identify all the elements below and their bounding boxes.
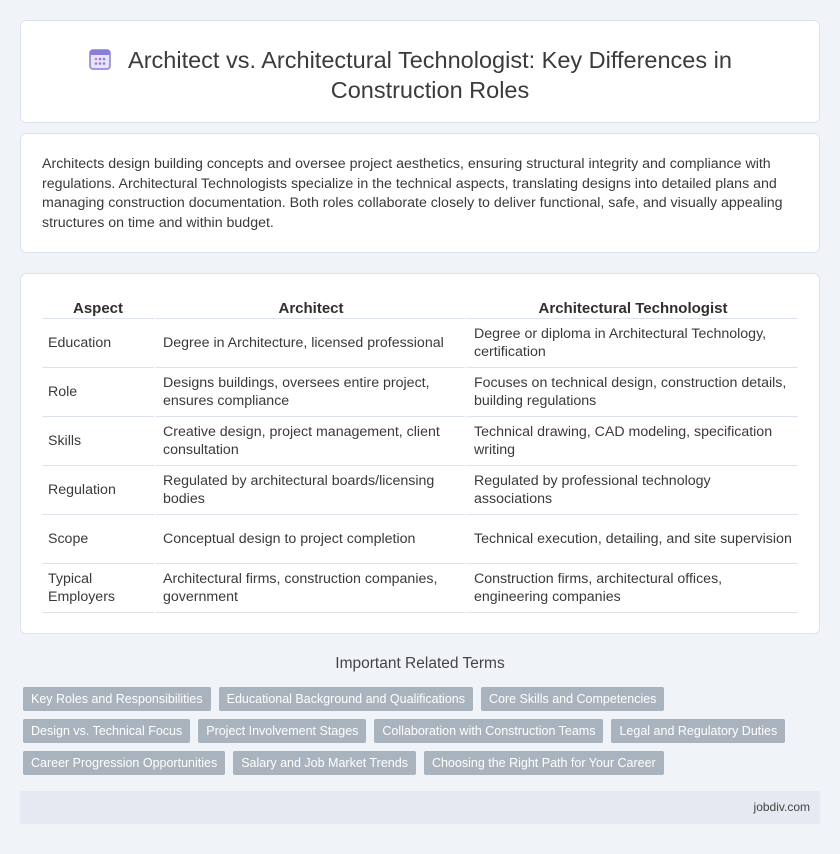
cell-architect: Degree in Architecture, licensed professional (154, 319, 465, 368)
cell-technologist: Technical drawing, CAD modeling, specification writing (465, 417, 798, 466)
title-card (20, 20, 820, 123)
cell-aspect: Regulation (42, 466, 154, 515)
cell-architect: Regulated by architectural boards/licensing bodies (154, 466, 465, 515)
intro-card (20, 133, 820, 253)
related-term-tag[interactable]: Choosing the Right Path for Your Career (424, 751, 664, 775)
cell-technologist: Focuses on technical design, construction details, building regulations (465, 368, 798, 417)
cell-technologist: Regulated by professional technology associations (465, 466, 798, 515)
cell-aspect: Education (42, 319, 154, 368)
table-row (42, 564, 798, 613)
cell-technologist: Construction firms, architectural offices, engineering companies (465, 564, 798, 613)
related-terms-list (23, 687, 813, 775)
related-term-tag[interactable]: Key Roles and Responsibilities (23, 687, 211, 711)
related-term-tag[interactable]: Project Involvement Stages (198, 719, 366, 743)
comparison-table (42, 295, 798, 613)
cell-aspect: Typical Employers (42, 564, 154, 613)
header-technologist: Architectural Technologist (465, 295, 798, 319)
related-terms-heading: Important Related Terms (335, 655, 505, 672)
cell-aspect: Skills (42, 417, 154, 466)
cell-technologist: Technical execution, detailing, and site supervision (465, 515, 798, 564)
cell-architect: Architectural firms, construction companies, government (154, 564, 465, 613)
footer (20, 791, 820, 824)
comparison-card (20, 273, 820, 634)
page-title: Architect vs. Architectural Technologist: Key Differences in Construction Roles (128, 47, 732, 103)
cell-architect: Designs buildings, oversees entire project, ensures compliance (154, 368, 465, 417)
table-row (42, 417, 798, 466)
cell-aspect: Role (42, 368, 154, 417)
table-header-row (42, 295, 798, 319)
related-term-tag[interactable]: Design vs. Technical Focus (23, 719, 190, 743)
header-aspect: Aspect (42, 295, 154, 319)
table-row (42, 515, 798, 564)
related-term-tag[interactable]: Salary and Job Market Trends (233, 751, 416, 775)
header-architect: Architect (154, 295, 465, 319)
related-term-tag[interactable]: Collaboration with Construction Teams (374, 719, 603, 743)
table-row (42, 466, 798, 515)
related-term-tag[interactable]: Educational Background and Qualifications (219, 687, 473, 711)
table-row (42, 368, 798, 417)
intro-text: Architects design building concepts and oversee project aesthetics, ensuring structural integrity and compliance with regulations. Architectural Technologists specialize in the technical aspects, translating designs into detailed plans and managing construction documentation. Both roles collaborate closely to deliver functional, safe, and visually appealing structures on time and within budget. (42, 156, 783, 231)
related-term-tag[interactable]: Core Skills and Competencies (481, 687, 664, 711)
related-term-tag[interactable]: Legal and Regulatory Duties (611, 719, 785, 743)
footer-site-link[interactable]: jobdiv.com (753, 800, 810, 814)
cell-architect: Conceptual design to project completion (154, 515, 465, 564)
table-row (42, 319, 798, 368)
related-term-tag[interactable]: Career Progression Opportunities (23, 751, 225, 775)
cell-technologist: Degree or diploma in Architectural Technology, certification (465, 319, 798, 368)
cell-aspect: Scope (42, 515, 154, 564)
cell-architect: Creative design, project management, client consultation (154, 417, 465, 466)
